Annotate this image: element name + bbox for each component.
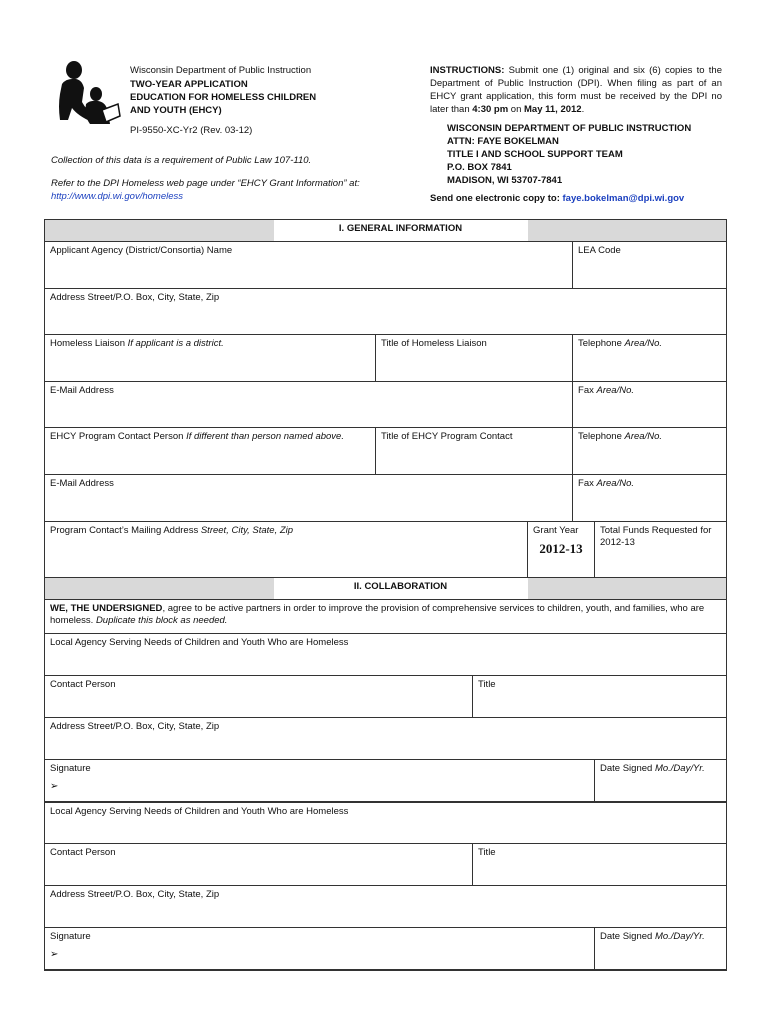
electronic-copy [430,193,684,204]
partner-address-field[interactable] [45,886,727,928]
applicant-address-field[interactable] [45,289,727,335]
section-2-header [45,578,727,600]
collection-notice: Collection of this data is a requirement of Public Law 107-110. [51,155,312,166]
section-2-heading: II. COLLABORATION [274,578,528,600]
date-signed-label: Date Signed [600,763,655,774]
lea-code-label: LEA Code [578,245,621,256]
date-signed-note: Mo./Day/Yr. [654,931,705,942]
total-funds-year: 2012-13 [600,537,635,548]
partner-address-label: Address Street/P.O. Box, City, State, Zip [50,721,220,732]
section-1-heading: I. GENERAL INFORMATION [274,220,528,242]
date-signed-label: Date Signed [600,931,655,942]
partner-address-field[interactable] [45,718,727,760]
lea-code-field[interactable] [573,242,727,289]
form-number: PI-9550-XC-Yr2 (Rev. 03-12) [130,125,253,136]
application-form [44,219,727,971]
agency-name: Wisconsin Department of Public Instruction [130,65,312,76]
contact-email-field[interactable] [45,475,573,522]
form-title-line-2: EDUCATION FOR HOMELESS CHILDREN [130,92,317,103]
local-agency-field[interactable] [45,802,727,844]
contact-telephone-label: Telephone [578,431,625,442]
signature-field[interactable] [45,928,595,970]
telephone-field[interactable] [573,335,727,382]
partner-title-field[interactable] [473,676,727,718]
form-title-line-3: AND YOUTH (EHCY) [130,105,222,116]
collaboration-intro-text: , agree to be active partners in order to improve the provision of comprehensive services to children, youth, and families, who are homeless. [50,603,705,626]
instructions-label: INSTRUCTIONS: [430,65,505,76]
form-title-line-1: TWO-YEAR APPLICATION [130,79,248,90]
contact-telephone-field[interactable] [573,428,727,475]
date-signed-field[interactable] [595,760,727,802]
partner-contact-person-field[interactable] [45,844,473,886]
grant-year-value: 2012-13 [539,541,583,556]
mailing-address-line: TITLE I AND SCHOOL SUPPORT TEAM [447,149,623,160]
homeless-liaison-label: Homeless Liaison [50,338,128,349]
telephone-note: Area/No. [624,338,662,349]
local-agency-label: Local Agency Serving Needs of Children and Youth Who are Homeless [50,637,349,648]
contact-fax-label: Fax [578,478,597,489]
mailing-address-line: ATTN: FAYE BOKELMAN [447,136,559,147]
total-funds-field[interactable] [595,522,727,578]
partner-title-field[interactable] [473,844,727,886]
signature-arrow-icon: ➢ [50,781,59,792]
applicant-agency-label: Applicant Agency (District/Consortia) Name [50,245,233,256]
signature-label: Signature [50,931,91,942]
local-agency-field[interactable] [45,634,727,676]
contact-mailing-address-label: Program Contact’s Mailing Address [50,525,201,536]
collaboration-intro [45,600,727,634]
date-signed-note: Mo./Day/Yr. [654,763,705,774]
contact-mailing-address-note: Street, City, State, Zip [200,525,294,536]
contact-mailing-address-field[interactable] [45,522,528,578]
grant-year-cell [528,522,595,578]
partner-address-label: Address Street/P.O. Box, City, State, Zip [50,889,220,900]
collaboration-intro-italic: Duplicate this block as needed. [95,615,228,626]
homeless-web-link[interactable]: http://www.dpi.wi.gov/homeless [51,191,184,202]
dpi-logo-icon [52,58,124,130]
contact-title-field[interactable] [376,428,573,475]
contact-fax-note: Area/No. [596,478,634,489]
local-agency-label: Local Agency Serving Needs of Children and Youth Who are Homeless [50,805,349,817]
applicant-agency-field[interactable] [45,242,573,289]
mailing-address-line: WISCONSIN DEPARTMENT OF PUBLIC INSTRUCTION [447,123,692,134]
fax-field[interactable] [573,382,727,428]
liaison-title-field[interactable] [376,335,573,382]
instructions-text-2: on [508,104,525,115]
mailing-address-line: P.O. BOX 7841 [447,162,512,173]
instructions-text-3: . [581,104,585,115]
contact-fax-field[interactable] [573,475,727,522]
fax-label: Fax [578,385,597,396]
contact-title-label: Title of EHCY Program Contact [381,431,513,442]
electronic-copy-label: Send one electronic copy to: [430,193,563,204]
email-field[interactable] [45,382,573,428]
instructions [430,64,722,116]
refer-text [51,177,391,203]
grant-year-label: Grant Year [533,525,579,536]
applicant-address-label: Address Street/P.O. Box, City, State, Zip [50,292,220,303]
mailing-address-line: MADISON, WI 53707-7841 [447,175,563,186]
email-label: E-Mail Address [50,385,114,396]
contact-person-note: If different than person named above. [186,431,344,442]
partner-title-label: Title [478,847,496,858]
signature-field[interactable] [45,760,595,802]
signature-arrow-icon: ➢ [50,949,59,960]
partner-contact-person-label: Contact Person [50,847,116,858]
total-funds-label: Total Funds Requested for [600,525,712,536]
contact-telephone-note: Area/No. [624,431,662,442]
contact-email-label: E-Mail Address [50,478,114,489]
contact-person-label: EHCY Program Contact Person [50,431,187,442]
partner-contact-person-label: Contact Person [50,679,116,690]
homeless-liaison-field[interactable] [45,335,376,382]
electronic-copy-email-link[interactable]: faye.bokelman@dpi.wi.gov [562,193,685,204]
partner-title-label: Title [478,679,496,690]
collaboration-intro-bold: WE, THE UNDERSIGNED [50,603,163,614]
mailing-address [447,122,737,187]
deadline-time: 4:30 pm [472,104,509,115]
header-left [130,64,430,137]
telephone-label: Telephone [578,338,625,349]
refer-text-label: Refer to the DPI Homeless web page under “EHCY Grant Information” at: [51,178,360,189]
date-signed-field[interactable] [595,928,727,970]
partner-contact-person-field[interactable] [45,676,473,718]
contact-person-field[interactable] [45,428,376,475]
section-1-header [45,220,727,242]
deadline-date: May 11, 2012 [524,104,582,115]
fax-note: Area/No. [596,385,634,396]
signature-label: Signature [50,763,91,774]
instructions-text-1: Submit one (1) original and six (6) copies to the Department of Public Instruction (DPI). When filing as part of an EHCY grant application, this form must be received by the DPI no later than [430,65,722,115]
homeless-liaison-note: If applicant is a district. [127,338,224,349]
liaison-title-label: Title of Homeless Liaison [381,338,487,349]
